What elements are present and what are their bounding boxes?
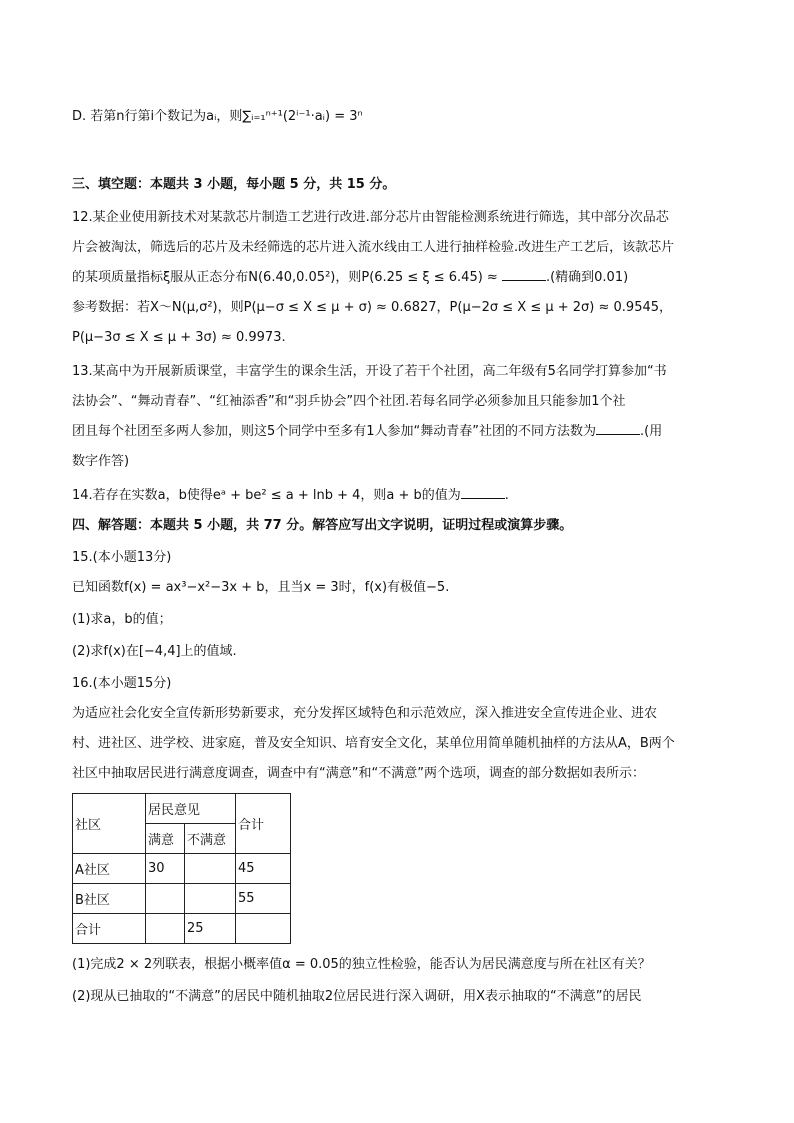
q16-heading: 16.(本小题15分) bbox=[72, 676, 172, 691]
section-fill-in-heading: 三、填空题：本题共 3 小题，每小题 5 分，共 15 分。 bbox=[72, 177, 396, 192]
row-label-b: B社区 bbox=[73, 884, 146, 914]
answer-blank bbox=[502, 268, 546, 281]
q14-line bbox=[72, 486, 509, 506]
q16-line-3: 社区中抽取居民进行满意度调查，调查中有“满意”和“不满意”两个选项，调查的部分数据如表所示： bbox=[72, 766, 645, 781]
cell-a-satisfied: 30 bbox=[146, 854, 185, 884]
q13-line-4: 数字作答) bbox=[72, 454, 130, 469]
q14-text: 14.若存在实数a，b使得eᵃ + be² ≤ a + lnb + 4，则a + b的值为 bbox=[72, 488, 461, 503]
cell-b-satisfied bbox=[146, 884, 185, 914]
q16-part-1: (1)完成2 × 2列联表，根据小概率值α = 0.05的独立性检验，能否认为居民满意度与所在社区有关？ bbox=[72, 957, 651, 972]
answer-blank bbox=[461, 486, 505, 499]
q13-line-3-text: 团且每个社团至多两人参加，则这5个同学中至多有1人参加“舞动青春”社团的不同方法数为 bbox=[72, 424, 597, 439]
q12-line-2: 片会被淘汰，筛选后的芯片及未经筛选的芯片进入流水线由工人进行抽样检验.改进生产工艺后，该款芯片 bbox=[72, 240, 675, 255]
option-d: D. 若第n行第i个数记为aᵢ，则∑ᵢ₌₁ⁿ⁺¹(2ⁱ⁻¹·aᵢ) = 3ⁿ bbox=[72, 109, 363, 124]
q16-line-2: 村、进社区、进学校、进家庭，普及安全知识、培育安全文化，某单位用简单随机抽样的方法从A，B两个 bbox=[72, 736, 675, 751]
q15-line-1: 已知函数f(x) = ax³−x²−3x + b，且当x = 3时，f(x)有极值−5. bbox=[72, 580, 450, 595]
row-label-total: 合计 bbox=[73, 914, 146, 944]
header-community: 社区 bbox=[73, 794, 146, 854]
q16-part-2: (2)现从已抽取的“不满意”的居民中随机抽取2位居民进行深入调研，用X表示抽取的“不满意”的居民 bbox=[72, 989, 642, 1004]
q16-line-1: 为适应社会化安全宣传新形势新要求，充分发挥区域特色和示范效应，深入推进安全宣传进企业、进农 bbox=[72, 706, 658, 721]
header-total: 合计 bbox=[236, 794, 291, 854]
q13-line-2: 法协会”、“舞动青春”、“红袖添香”和“羽乒协会”四个社团.若每名同学必须参加且只能参加1个社 bbox=[72, 394, 626, 409]
cell-total-total bbox=[236, 914, 291, 944]
cell-a-total: 45 bbox=[236, 854, 291, 884]
q13-line-3-suffix: .(用 bbox=[640, 424, 663, 439]
contingency-table bbox=[72, 793, 291, 944]
q15-heading: 15.(本小题13分) bbox=[72, 550, 172, 565]
q14-suffix: . bbox=[504, 488, 509, 503]
cell-a-unsatisfied bbox=[185, 854, 236, 884]
q12-reference-1: 参考数据：若X～N(μ,σ²)，则P(μ−σ ≤ X ≤ μ + σ) ≈ 0.6827，P(μ−2σ ≤ X ≤ μ + 2σ) ≈ 0.9545， bbox=[72, 300, 673, 315]
cell-total-unsatisfied: 25 bbox=[185, 914, 236, 944]
q15-part-2: (2)求f(x)在[−4,4]上的值域. bbox=[72, 644, 237, 659]
q12-line-3 bbox=[72, 268, 628, 288]
row-label-a: A社区 bbox=[73, 854, 146, 884]
q12-reference-2: P(μ−3σ ≤ X ≤ μ + 3σ) ≈ 0.9973. bbox=[72, 330, 286, 345]
cell-b-total: 55 bbox=[236, 884, 291, 914]
answer-blank bbox=[596, 422, 640, 435]
section-solve-heading: 四、解答题：本题共 5 小题，共 77 分。解答应写出文字说明，证明过程或演算步骤。 bbox=[72, 518, 573, 533]
q12-line-1: 12.某企业使用新技术对某款芯片制造工艺进行改进.部分芯片由智能检测系统进行筛选，其中部分次品芯 bbox=[72, 210, 669, 225]
cell-total-satisfied bbox=[146, 914, 185, 944]
header-opinion: 居民意见 bbox=[146, 794, 236, 824]
q12-line-3-text: 的某项质量指标ξ服从正态分布N(6.40,0.05²)，则P(6.25 ≤ ξ ≤ 6.45) ≈ bbox=[72, 270, 502, 285]
header-satisfied: 满意 bbox=[146, 824, 185, 854]
q15-part-1: (1)求a，b的值； bbox=[72, 612, 172, 627]
header-unsatisfied: 不满意 bbox=[185, 824, 236, 854]
q12-line-3-suffix: .(精确到0.01) bbox=[545, 270, 629, 285]
cell-b-unsatisfied bbox=[185, 884, 236, 914]
q13-line-3 bbox=[72, 422, 662, 442]
q13-line-1: 13.某高中为开展新质课堂，丰富学生的课余生活，开设了若干个社团，高二年级有5名同学打算参加“书 bbox=[72, 364, 667, 379]
